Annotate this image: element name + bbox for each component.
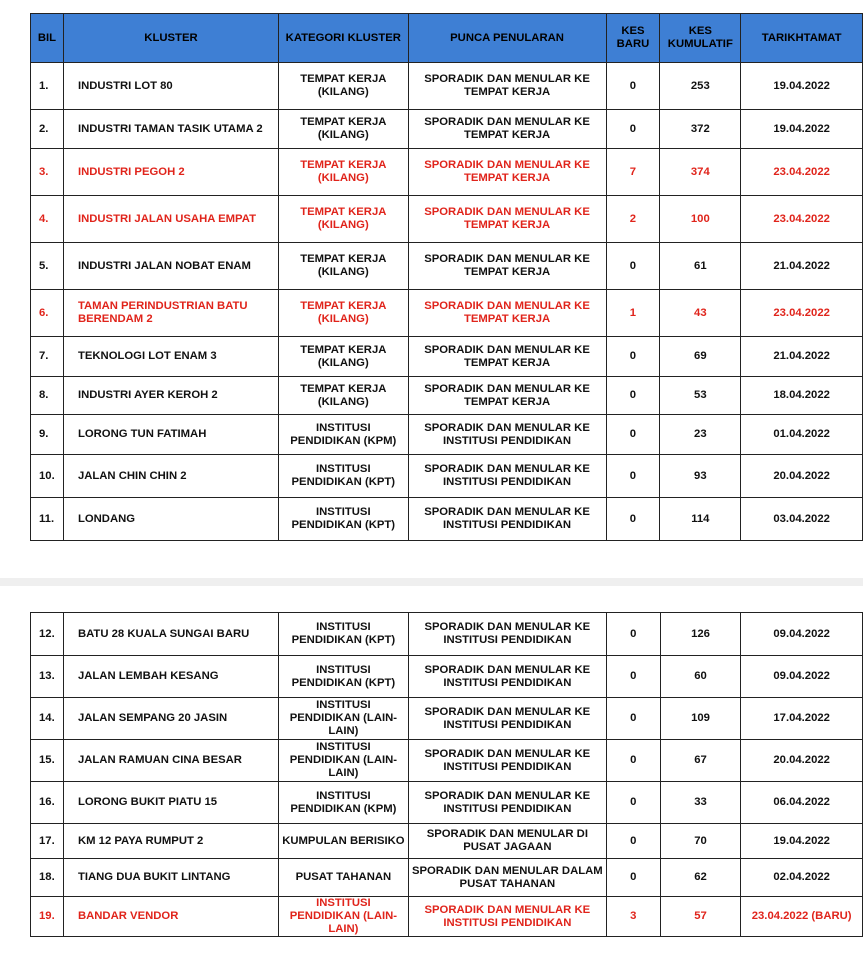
row-end-date: 18.04.2022	[741, 377, 863, 415]
row-number: 12.	[31, 613, 64, 656]
row-category: TEMPAT KERJA (KILANG)	[279, 149, 409, 196]
row-source: SPORADIK DAN MENULAR KE INSTITUSI PENDIDIKAN	[408, 897, 606, 937]
table-row	[31, 498, 863, 541]
table-row	[31, 63, 863, 110]
row-end-date: 20.04.2022	[741, 455, 863, 498]
row-source: SPORADIK DAN MENULAR KE TEMPAT KERJA	[408, 149, 606, 196]
row-end-date: 19.04.2022	[741, 63, 863, 110]
row-new-cases: 0	[606, 243, 660, 290]
row-source: SPORADIK DAN MENULAR KE TEMPAT KERJA	[408, 196, 606, 243]
row-cluster-name: JALAN RAMUAN CINA BESAR	[63, 740, 278, 782]
row-number: 15.	[31, 740, 64, 782]
row-source: SPORADIK DAN MENULAR DALAM PUSAT TAHANAN	[408, 859, 606, 897]
row-end-date: 23.04.2022	[741, 196, 863, 243]
row-number: 16.	[31, 782, 64, 824]
row-source: SPORADIK DAN MENULAR KE INSTITUSI PENDIDIKAN	[408, 656, 606, 698]
header-kes-kumulatif: KES KUMULATIF	[660, 14, 741, 63]
table-row	[31, 243, 863, 290]
row-new-cases: 0	[606, 498, 660, 541]
row-cumulative-cases: 61	[660, 243, 741, 290]
row-category: TEMPAT KERJA (KILANG)	[279, 243, 409, 290]
row-cumulative-cases: 33	[660, 782, 741, 824]
row-category: INSTITUSI PENDIDIKAN (KPT)	[279, 498, 409, 541]
row-end-date: 09.04.2022	[741, 613, 863, 656]
row-new-cases: 0	[606, 740, 660, 782]
row-cluster-name: INDUSTRI AYER KEROH 2	[63, 377, 278, 415]
row-end-date: 03.04.2022	[741, 498, 863, 541]
row-end-date: 23.04.2022	[741, 149, 863, 196]
row-new-cases: 0	[606, 782, 660, 824]
row-number: 6.	[31, 290, 64, 337]
row-cluster-name: JALAN LEMBAH KESANG	[63, 656, 278, 698]
row-source: SPORADIK DAN MENULAR KE INSTITUSI PENDIDIKAN	[408, 698, 606, 740]
table-row	[31, 859, 863, 897]
row-cluster-name: TIANG DUA BUKIT LINTANG	[63, 859, 278, 897]
row-category: TEMPAT KERJA (KILANG)	[279, 63, 409, 110]
cluster-table-part-1	[30, 13, 863, 541]
row-end-date: 02.04.2022	[741, 859, 863, 897]
row-source: SPORADIK DAN MENULAR KE INSTITUSI PENDIDIKAN	[408, 782, 606, 824]
row-category: INSTITUSI PENDIDIKAN (KPM)	[279, 415, 409, 455]
row-number: 2.	[31, 110, 64, 149]
row-cumulative-cases: 100	[660, 196, 741, 243]
row-end-date: 19.04.2022	[741, 110, 863, 149]
header-kategori: KATEGORI KLUSTER	[279, 14, 409, 63]
table-row	[31, 613, 863, 656]
row-new-cases: 7	[606, 149, 660, 196]
row-end-date: 17.04.2022	[741, 698, 863, 740]
row-new-cases: 0	[606, 110, 660, 149]
row-cluster-name: INDUSTRI PEGOH 2	[63, 149, 278, 196]
row-category: INSTITUSI PENDIDIKAN (KPT)	[279, 455, 409, 498]
row-end-date: 23.04.2022	[741, 290, 863, 337]
row-number: 18.	[31, 859, 64, 897]
row-cluster-name: LORONG BUKIT PIATU 15	[63, 782, 278, 824]
row-cluster-name: INDUSTRI JALAN USAHA EMPAT	[63, 196, 278, 243]
row-cluster-name: BATU 28 KUALA SUNGAI BARU	[63, 613, 278, 656]
row-source: SPORADIK DAN MENULAR DI PUSAT JAGAAN	[408, 824, 606, 859]
row-number: 9.	[31, 415, 64, 455]
header-tarikh: TARIKHTAMAT	[741, 14, 863, 63]
row-number: 11.	[31, 498, 64, 541]
table-row	[31, 110, 863, 149]
row-cumulative-cases: 70	[660, 824, 741, 859]
row-new-cases: 0	[606, 824, 660, 859]
row-new-cases: 0	[606, 415, 660, 455]
row-number: 8.	[31, 377, 64, 415]
table-row	[31, 290, 863, 337]
row-new-cases: 0	[606, 455, 660, 498]
row-cluster-name: BANDAR VENDOR	[63, 897, 278, 937]
row-category: TEMPAT KERJA (KILANG)	[279, 110, 409, 149]
row-new-cases: 0	[606, 859, 660, 897]
row-number: 14.	[31, 698, 64, 740]
row-cluster-name: INDUSTRI TAMAN TASIK UTAMA 2	[63, 110, 278, 149]
row-number: 4.	[31, 196, 64, 243]
row-cumulative-cases: 62	[660, 859, 741, 897]
row-category: TEMPAT KERJA (KILANG)	[279, 377, 409, 415]
row-end-date: 09.04.2022	[741, 656, 863, 698]
row-new-cases: 0	[606, 337, 660, 377]
row-cumulative-cases: 57	[660, 897, 741, 937]
row-cumulative-cases: 114	[660, 498, 741, 541]
row-cumulative-cases: 53	[660, 377, 741, 415]
row-source: SPORADIK DAN MENULAR KE INSTITUSI PENDIDIKAN	[408, 740, 606, 782]
row-cumulative-cases: 43	[660, 290, 741, 337]
cluster-table-part-2	[30, 612, 863, 937]
header-punca: PUNCA PENULARAN	[408, 14, 606, 63]
row-source: SPORADIK DAN MENULAR KE INSTITUSI PENDIDIKAN	[408, 498, 606, 541]
page-divider	[0, 578, 863, 586]
row-category: TEMPAT KERJA (KILANG)	[279, 196, 409, 243]
row-category: INSTITUSI PENDIDIKAN (LAIN-LAIN)	[279, 897, 409, 937]
table-row	[31, 337, 863, 377]
row-cumulative-cases: 60	[660, 656, 741, 698]
row-cumulative-cases: 372	[660, 110, 741, 149]
row-end-date: 23.04.2022 (BARU)	[741, 897, 863, 937]
row-cluster-name: JALAN SEMPANG 20 JASIN	[63, 698, 278, 740]
row-cluster-name: INDUSTRI LOT 80	[63, 63, 278, 110]
row-cumulative-cases: 23	[660, 415, 741, 455]
table-row	[31, 824, 863, 859]
row-number: 1.	[31, 63, 64, 110]
row-cumulative-cases: 374	[660, 149, 741, 196]
row-number: 3.	[31, 149, 64, 196]
row-cumulative-cases: 253	[660, 63, 741, 110]
row-category: INSTITUSI PENDIDIKAN (LAIN-LAIN)	[279, 740, 409, 782]
row-source: SPORADIK DAN MENULAR KE INSTITUSI PENDIDIKAN	[408, 455, 606, 498]
row-end-date: 21.04.2022	[741, 243, 863, 290]
row-source: SPORADIK DAN MENULAR KE TEMPAT KERJA	[408, 290, 606, 337]
row-category: TEMPAT KERJA (KILANG)	[279, 337, 409, 377]
row-end-date: 20.04.2022	[741, 740, 863, 782]
row-category: INSTITUSI PENDIDIKAN (KPT)	[279, 656, 409, 698]
row-source: SPORADIK DAN MENULAR KE INSTITUSI PENDIDIKAN	[408, 415, 606, 455]
row-category: PUSAT TAHANAN	[279, 859, 409, 897]
row-end-date: 19.04.2022	[741, 824, 863, 859]
row-number: 7.	[31, 337, 64, 377]
row-category: INSTITUSI PENDIDIKAN (KPM)	[279, 782, 409, 824]
table-row	[31, 455, 863, 498]
row-cumulative-cases: 93	[660, 455, 741, 498]
row-category: INSTITUSI PENDIDIKAN (KPT)	[279, 613, 409, 656]
row-cumulative-cases: 126	[660, 613, 741, 656]
row-category: INSTITUSI PENDIDIKAN (LAIN-LAIN)	[279, 698, 409, 740]
row-number: 17.	[31, 824, 64, 859]
row-new-cases: 3	[606, 897, 660, 937]
row-cluster-name: JALAN CHIN CHIN 2	[63, 455, 278, 498]
row-cluster-name: INDUSTRI JALAN NOBAT ENAM	[63, 243, 278, 290]
table-row	[31, 897, 863, 937]
row-cluster-name: TAMAN PERINDUSTRIAN BATU BERENDAM 2	[63, 290, 278, 337]
table-row	[31, 196, 863, 243]
table-header-row	[31, 14, 863, 63]
row-end-date: 06.04.2022	[741, 782, 863, 824]
header-bil: BIL	[31, 14, 64, 63]
row-source: SPORADIK DAN MENULAR KE TEMPAT KERJA	[408, 377, 606, 415]
table-row	[31, 656, 863, 698]
row-category: TEMPAT KERJA (KILANG)	[279, 290, 409, 337]
row-new-cases: 2	[606, 196, 660, 243]
table-row	[31, 149, 863, 196]
row-cluster-name: LORONG TUN FATIMAH	[63, 415, 278, 455]
table-row	[31, 740, 863, 782]
row-source: SPORADIK DAN MENULAR KE TEMPAT KERJA	[408, 63, 606, 110]
row-category: KUMPULAN BERISIKO	[279, 824, 409, 859]
row-cluster-name: KM 12 PAYA RUMPUT 2	[63, 824, 278, 859]
table-row	[31, 377, 863, 415]
table-row	[31, 782, 863, 824]
row-end-date: 21.04.2022	[741, 337, 863, 377]
row-number: 5.	[31, 243, 64, 290]
row-new-cases: 0	[606, 613, 660, 656]
row-number: 10.	[31, 455, 64, 498]
row-source: SPORADIK DAN MENULAR KE TEMPAT KERJA	[408, 110, 606, 149]
header-kluster: KLUSTER	[63, 14, 278, 63]
row-cumulative-cases: 109	[660, 698, 741, 740]
table-row	[31, 415, 863, 455]
row-new-cases: 0	[606, 656, 660, 698]
header-kes-baru: KES BARU	[606, 14, 660, 63]
row-source: SPORADIK DAN MENULAR KE TEMPAT KERJA	[408, 243, 606, 290]
row-new-cases: 0	[606, 63, 660, 110]
table-row	[31, 698, 863, 740]
row-cumulative-cases: 69	[660, 337, 741, 377]
row-number: 13.	[31, 656, 64, 698]
row-cumulative-cases: 67	[660, 740, 741, 782]
row-number: 19.	[31, 897, 64, 937]
row-cluster-name: TEKNOLOGI LOT ENAM 3	[63, 337, 278, 377]
row-cluster-name: LONDANG	[63, 498, 278, 541]
row-source: SPORADIK DAN MENULAR KE TEMPAT KERJA	[408, 337, 606, 377]
row-new-cases: 0	[606, 377, 660, 415]
row-new-cases: 0	[606, 698, 660, 740]
row-source: SPORADIK DAN MENULAR KE INSTITUSI PENDIDIKAN	[408, 613, 606, 656]
row-new-cases: 1	[606, 290, 660, 337]
row-end-date: 01.04.2022	[741, 415, 863, 455]
